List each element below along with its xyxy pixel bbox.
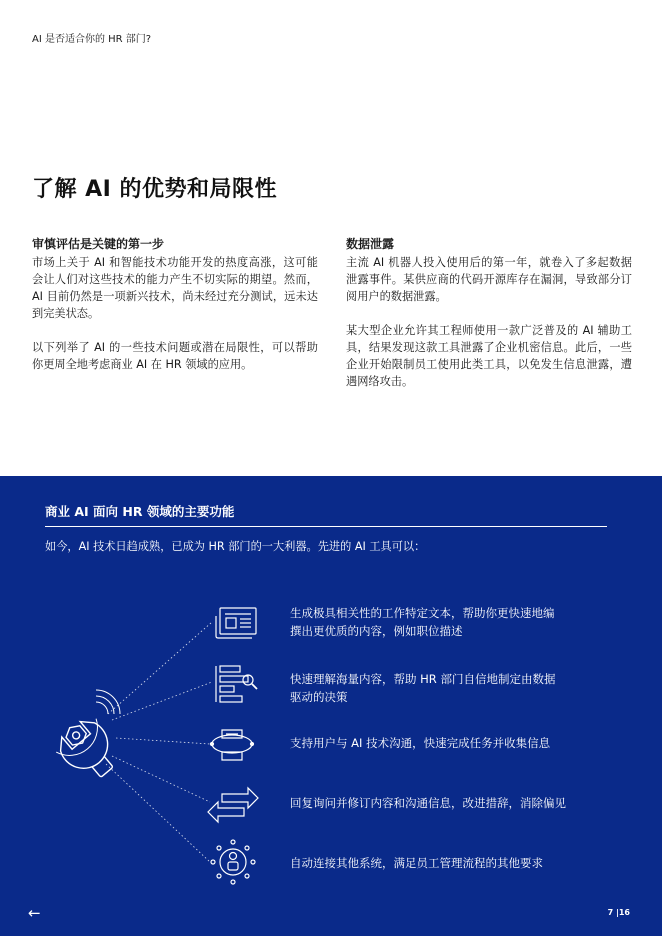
feature-1-line-2: 撰出更优质的内容，例如职位描述 [290, 624, 463, 638]
left-paragraph-2: 以下列举了 AI 的一些技术问题或潜在局限性，可以帮助你更周全地考虑商业 AI 在 HR 领域的应用。 [32, 341, 318, 371]
back-arrow-icon[interactable]: ← [28, 904, 41, 922]
right-column-heading: 数据泄露 [346, 237, 395, 251]
exchange-arrows-icon [208, 788, 258, 822]
feature-revision [290, 794, 625, 812]
feature-5-line-1: 自动连接其他系统，满足员工管理流程的其他要求 [290, 856, 543, 870]
document-header: AI 是否适合你的 HR 部门? [32, 34, 152, 45]
newspaper-icon [216, 608, 256, 638]
page-number: 7 |16 [607, 908, 630, 917]
right-column [346, 236, 632, 390]
feature-4-line-1: 回复询问并修订内容和沟通信息，改进措辞，消除偏见 [290, 796, 566, 810]
panel-intro: 如今，AI 技术日趋成熟，已成为 HR 部门的一大利器。先进的 AI 工具可以： [45, 540, 426, 553]
feature-communication [290, 734, 625, 752]
wrench-gear-icon [50, 711, 127, 789]
left-column [32, 236, 318, 373]
feature-3-line-1: 支持用户与 AI 技术沟通，快速完成任务并收集信息 [290, 736, 551, 750]
feature-1-line-1: 生成极具相关性的工作特定文本，帮助你更快速地编 [290, 606, 555, 620]
feature-2-line-1: 快速理解海量内容，帮助 HR 部门自信地制定由数据 [290, 672, 556, 686]
signal-arcs-icon [96, 690, 120, 714]
communication-icon [211, 730, 254, 760]
left-column-heading: 审慎评估是关键的第一步 [32, 237, 165, 251]
panel-title: 商业 AI 面向 HR 领域的主要功能 [45, 504, 235, 519]
feature-content-understanding [290, 670, 625, 706]
features-panel [0, 476, 662, 936]
connector-lines [106, 622, 212, 862]
right-paragraph-1: 主流 AI 机器人投入使用后的第一年，就卷入了多起数据泄露事件。某供应商的代码开源库存在漏洞，导致部分订阅用户的数据泄露。 [346, 256, 632, 303]
data-search-icon [216, 666, 257, 702]
page-title: 了解 AI 的优势和局限性 [32, 177, 278, 202]
user-network-icon [211, 840, 255, 884]
left-paragraph-1: 市场上关于 AI 和智能技术功能开发的热度高涨，这可能会让人们对这些技术的能力产生不切实际的期望。然而，AI 目前仍然是一项新兴技术，尚未经过充分测试，远未达到完美状态。 [32, 256, 318, 320]
right-paragraph-2: 某大型企业允许其工程师使用一款广泛普及的 AI 辅助工具，结果发现这款工具泄露了企业机密信息。此后，一些企业开始限制员工使用此类工具，以免发生信息泄露，遭遇网络攻击。 [346, 324, 632, 388]
feature-2-line-2: 驱动的决策 [290, 690, 348, 704]
feature-text-generation [290, 604, 625, 640]
feature-system-connection [290, 854, 625, 872]
